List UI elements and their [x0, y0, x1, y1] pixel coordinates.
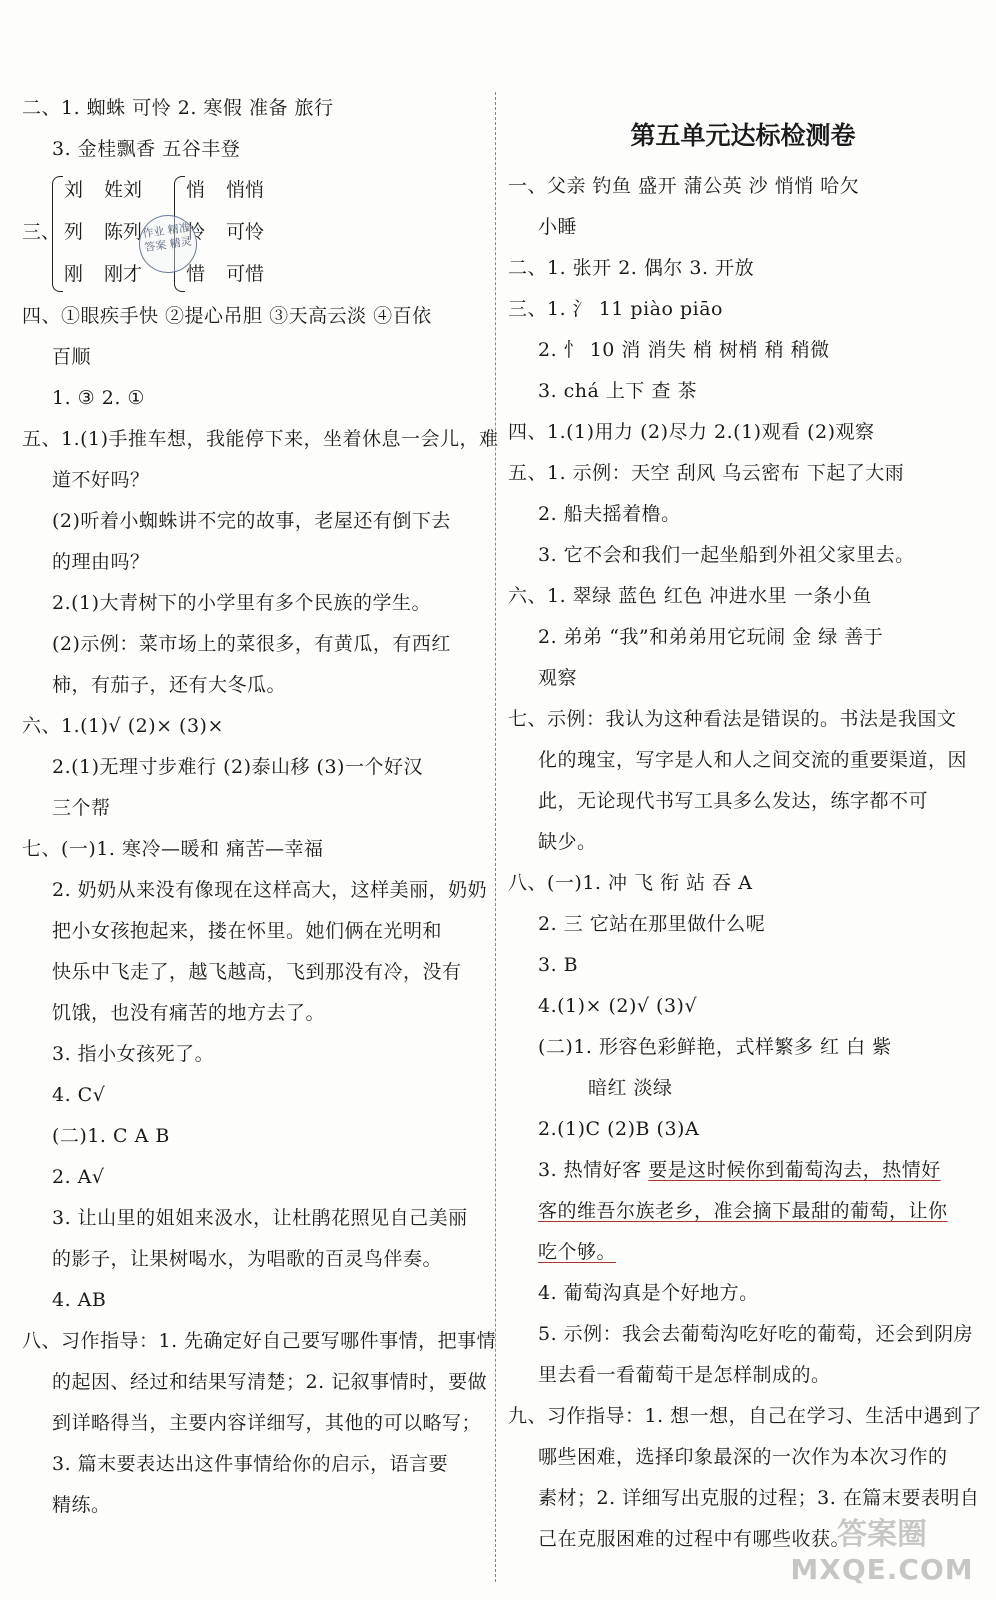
char: 怜: [186, 221, 206, 243]
page-title: 第五单元达标检测卷: [630, 121, 856, 150]
answer-line: (二)1. 形容色彩鲜艳，式样繁多 红 白 紫: [538, 1036, 892, 1058]
answer-line: 3. chá 上下 查 茶: [538, 380, 697, 402]
char: 悄: [186, 179, 206, 201]
answer-line: 精练。: [52, 1494, 111, 1516]
answer-line: 把小女孩抱起来，搂在怀里。她们俩在光明和: [52, 920, 443, 942]
answer-line: 2. 船夫摇着橹。: [538, 503, 681, 525]
answer-line: 八、(一)1. 冲 飞 衔 站 吞 A: [508, 872, 753, 894]
answer-line: 2.(1)C (2)B (3)A: [538, 1118, 700, 1140]
underlined-sentence: 要是这时候你到葡萄沟去，热情好: [648, 1159, 941, 1181]
answer-line: 2.(1)无理寸步难行 (2)泰山移 (3)一个好汉: [52, 756, 423, 778]
answer-line: 六、1. 翠绿 蓝色 红色 冲进水里 一条小鱼: [508, 585, 872, 607]
answer-line: 柿，有茄子，还有大冬瓜。: [52, 674, 287, 696]
answer-line: (2)示例：菜市场上的菜很多，有黄瓜，有西红: [52, 633, 451, 655]
answer-line: 的理由吗？: [52, 551, 150, 573]
left-column: [22, 88, 499, 1526]
watermark-text: 答案圈: [837, 1517, 927, 1552]
char: 刘: [64, 179, 84, 201]
answer-line: 的起因、经过和结果写清楚；2. 记叙事情时，要做: [52, 1371, 488, 1393]
answer-line: 饥饿，也没有痛苦的地方去了。: [52, 1002, 326, 1024]
answer-line: (2)听着小蜘蛛讲不完的故事，老屋还有倒下去: [52, 510, 451, 532]
answer-line: 二、1. 张开 2. 偶尔 3. 开放: [508, 257, 755, 279]
answer-line: 2. 奶奶从来没有像现在这样高大，这样美丽，奶奶: [52, 879, 488, 901]
answer-line: 七、示例：我认为这种看法是错误的。书法是我国文: [508, 708, 957, 730]
char-row: [64, 170, 83, 211]
answer-line: 2. A√: [52, 1166, 105, 1188]
answer-line: 六、1.(1)√ (2)× (3)×: [22, 715, 224, 737]
site-watermark-logo: [782, 1516, 982, 1588]
answer-line: 3. 指小女孩死了。: [52, 1043, 215, 1065]
answer-line: 5. 示例：我会去葡萄沟吃好吃的葡萄，还会到阴房: [538, 1323, 974, 1345]
answer-line: 此，无论现代书写工具多么发达，练字都不可: [538, 790, 929, 812]
answer-line: 3. 让山里的姐姐来汲水，让杜鹃花照见自己美丽: [52, 1207, 468, 1229]
answer-line: 八、习作指导：1. 先确定好自己要写哪件事情，把事情: [22, 1330, 497, 1352]
answer-line: 四、①眼疾手快 ②提心吊胆 ③天高云淡 ④百依: [22, 305, 432, 327]
answer-line: [508, 1191, 978, 1232]
word: 可惜: [226, 263, 265, 285]
answer-line: 道不好吗？: [52, 469, 150, 491]
answer-line: 七、(一)1. 寒冷—暖和 痛苦—幸福: [22, 838, 324, 860]
right-column: [508, 108, 983, 1560]
answer-line: 三、1. 氵 11 piào piāo: [508, 298, 723, 320]
answer-line: 的影子，让果树喝水，为唱歌的百灵鸟伴奏。: [52, 1248, 443, 1270]
watermark-url: MXQE.COM: [790, 1553, 974, 1586]
word: 陈列: [104, 221, 143, 243]
word: 姓刘: [104, 179, 143, 201]
answer-line: 化的瑰宝，写字是人和人之间交流的重要渠道，因: [538, 749, 968, 771]
answer-line: 1. ③ 2. ①: [52, 387, 145, 409]
answer-line: 4. AB: [52, 1289, 107, 1311]
answer-line: 五、1.(1)手推车想，我能停下来，坐着休息一会儿，难: [22, 428, 499, 450]
char: 刚: [64, 263, 84, 285]
answer-line: 一、父亲 钓鱼 盛开 蒲公英 沙 悄悄 哈欠: [508, 175, 860, 197]
answer-line: 2. 三 它站在那里做什么呢: [538, 913, 766, 935]
answer-line: 素材；2. 详细写出克服的过程；3. 在篇末要表明自: [538, 1487, 980, 1509]
answer-line: 百顺: [52, 346, 92, 368]
answer-line: 缺少。: [538, 831, 597, 853]
answer-line: (二)1. C A B: [52, 1125, 170, 1147]
answer-line: 到详略得当，主要内容详细写，其他的可以略写；: [52, 1412, 482, 1434]
answer-line: 四、1.(1)用力 (2)尽力 2.(1)观看 (2)观察: [508, 421, 875, 443]
left-brace: [52, 176, 63, 292]
char: 列: [64, 221, 84, 243]
answer-line: 2.(1)大青树下的小学里有多个民族的学生。: [52, 592, 432, 614]
answer-line: [508, 1232, 978, 1273]
answer-line: 2. 忄 10 消 消失 梢 树梢 稍 稍微: [538, 339, 830, 361]
column-divider: [495, 92, 496, 1582]
answer-line: 3. 它不会和我们一起坐船到外祖父家里去。: [538, 544, 915, 566]
underlined-sentence: 吃个够。: [538, 1241, 617, 1263]
answer-line: 二、1. 蜘蛛 可怜 2. 寒假 准备 旅行: [22, 97, 334, 119]
word: 悄悄: [226, 179, 265, 201]
answer-line: 3. B: [538, 954, 579, 976]
answer-line: 小睡: [538, 216, 578, 238]
answer-line: 三个帮: [52, 797, 111, 819]
char: 惜: [186, 263, 206, 285]
answer-line: 4.(1)× (2)√ (3)√: [538, 995, 698, 1017]
word: 可怜: [226, 221, 265, 243]
homework-stamp-seal: 作业 精准答案 精灵: [135, 211, 201, 277]
answer-line: 3. 篇末要表达出这件事情给你的启示，语言要: [52, 1453, 449, 1475]
answer-line: 观察: [538, 667, 578, 689]
answer-line: 己在克服困难的过程中有哪些收获。: [538, 1528, 851, 1550]
answer-line: 快乐中飞走了，越飞越高，飞到那没有冷，没有: [52, 961, 462, 983]
underlined-sentence: 客的维吾尔族老乡，准会摘下最甜的葡萄，让你: [538, 1200, 948, 1222]
section-label: 三、: [22, 221, 61, 243]
answer-line: 3. 金桂飘香 五谷丰登: [52, 138, 241, 160]
answer-line: 里去看一看葡萄干是怎样制成的。: [538, 1364, 831, 1386]
answer-line: [508, 1150, 978, 1191]
word: 刚才: [104, 263, 143, 285]
answer-line: 五、1. 示例：天空 刮风 乌云密布 下起了大雨: [508, 462, 905, 484]
answer-line: 暗红 淡绿: [588, 1077, 673, 1099]
answer-line: 哪些困难，选择印象最深的一次作为本次习作的: [538, 1446, 948, 1468]
answer-line: 4. C√: [52, 1084, 106, 1106]
answer-line: 4. 葡萄沟真是个好地方。: [538, 1282, 759, 1304]
bracket-block: [22, 170, 492, 296]
answer-line: 九、习作指导：1. 想一想，自己在学习、生活中遇到了: [508, 1405, 983, 1427]
answer-text: 3. 热情好客: [538, 1159, 649, 1181]
answer-line: 2. 弟弟 “我”和弟弟用它玩闹 金 绿 善于: [538, 626, 884, 648]
